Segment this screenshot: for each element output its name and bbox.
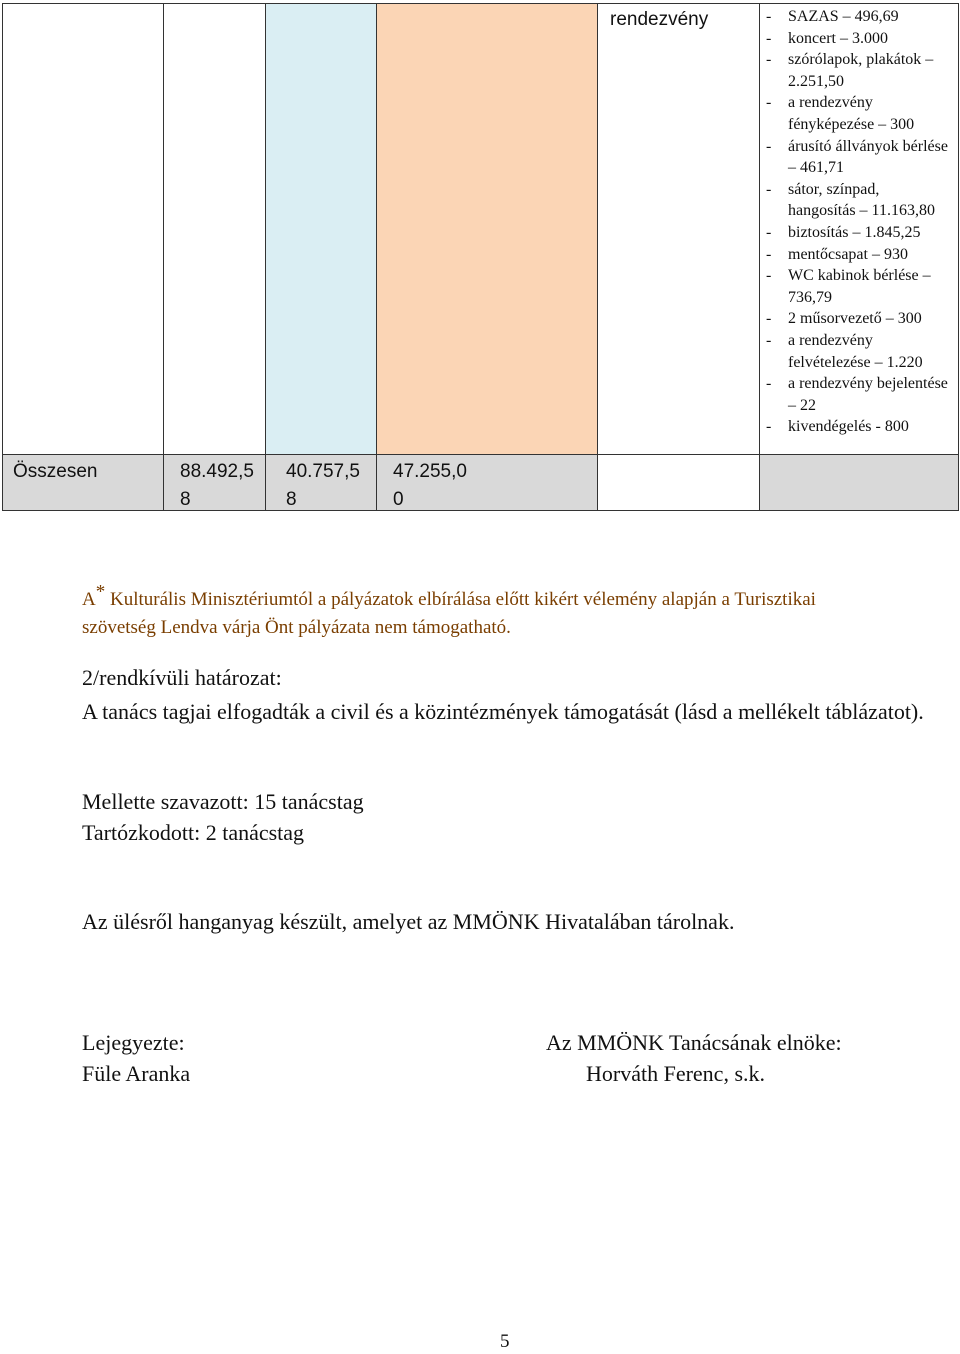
signature-right-role: Az MMÖNK Tanácsának elnöke:	[546, 1030, 842, 1055]
recording-note: Az ülésről hanganyag készült, amelyet az MMÖNK Hivatalában tárolnak.	[82, 909, 735, 934]
signature-left-role: Lejegyezte:	[82, 1030, 185, 1055]
total-value: 40.757,58	[286, 461, 360, 510]
event-label: rendezvény	[610, 9, 709, 30]
total-cell-2	[265, 454, 377, 511]
cost-item: - mentőcsapat – 930	[760, 244, 948, 266]
total-label-cell	[2, 454, 164, 511]
total-amount-cell	[163, 3, 266, 455]
cost-item: - árusító állványok bérlése – 461,71	[760, 136, 948, 179]
requested-amount-cell	[265, 3, 377, 455]
cost-item: - sátor, színpad, hangosítás – 11.163,80	[760, 179, 948, 222]
footnote-text: Kulturális Minisztériumtól a pályázatok elbírálása előtt kikért vélemény alapján a Turisztikai szövetség Lendva várja Önt pályázata nem támogatható.	[82, 589, 816, 638]
cost-items-list	[760, 6, 948, 438]
support-amount-cell	[376, 3, 598, 455]
cost-item: - 2 műsorvezető – 300	[760, 308, 948, 330]
total-cell-1	[163, 454, 266, 511]
cost-item: - a rendezvény fényképezése – 300	[760, 92, 948, 135]
cost-item: - kivendégelés - 800	[760, 416, 948, 438]
resolution-body: A tanács tagjai elfogadták a civil és a közintézmények támogatását (lásd a mellékelt táblázatot).	[82, 699, 924, 724]
cost-item: - SAZAS – 496,69	[760, 6, 948, 28]
total-label: Összesen	[13, 461, 98, 482]
cost-item: - WC kabinok bérlése – 736,79	[760, 265, 948, 308]
total-empty-cell	[597, 454, 760, 511]
votes-abstained: Tartózkodott: 2 tanácstag	[82, 820, 305, 845]
signature-right-name: Horváth Ferenc, s.k.	[586, 1061, 766, 1086]
total-empty-cell-2	[759, 454, 959, 511]
page-number: 5	[500, 1331, 510, 1352]
cost-item: - koncert – 3.000	[760, 28, 948, 50]
event-name-cell	[597, 3, 760, 455]
footnote-star: *	[95, 581, 106, 603]
cost-item: - a rendezvény felvételezése – 1.220	[760, 330, 948, 373]
footnote-prefix: A	[82, 589, 96, 610]
cost-item: - a rendezvény bejelentése – 22	[760, 373, 948, 416]
budget-table	[2, 3, 959, 511]
total-value: 47.255,00	[393, 461, 467, 510]
votes-for: Mellette szavazott: 15 tanácstag	[82, 789, 364, 814]
label-cell	[2, 3, 164, 455]
resolution-title: 2/rendkívüli határozat:	[82, 665, 282, 690]
signature-left-name: Füle Aranka	[82, 1061, 191, 1086]
cost-item: - biztosítás – 1.845,25	[760, 222, 948, 244]
cost-item: - szórólapok, plakátok – 2.251,50	[760, 49, 948, 92]
total-cell-3	[376, 454, 598, 511]
cost-breakdown-cell	[759, 3, 959, 455]
total-value: 88.492,58	[180, 461, 254, 510]
footnote	[82, 581, 872, 642]
